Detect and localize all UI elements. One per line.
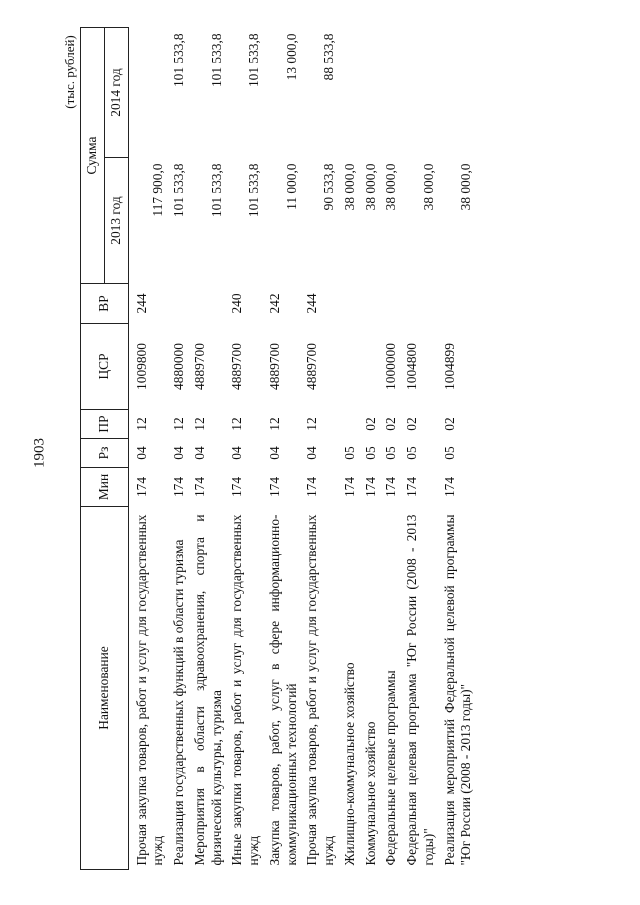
header-2014: 2014 год bbox=[104, 27, 128, 157]
header-sum: Сумма bbox=[81, 27, 105, 283]
row-pr: 12 bbox=[171, 417, 186, 431]
row-min: 174 bbox=[383, 476, 399, 498]
row-rz: 05 bbox=[341, 446, 357, 460]
row-vr: 242 bbox=[266, 293, 282, 314]
header-csr: ЦСР bbox=[81, 324, 129, 410]
row-pr: 02 bbox=[383, 417, 399, 431]
row-rz: 04 bbox=[133, 446, 149, 460]
row-csr bbox=[361, 324, 382, 410]
row-name: Мероприятия в области здравоохранения, спорта и физической культуры, туризма bbox=[191, 514, 224, 866]
row-name: Жилищно-коммунальное хозяйство bbox=[341, 662, 357, 866]
row-pr: 12 bbox=[191, 417, 207, 431]
row-sum-2013: 101 533,8 bbox=[171, 163, 186, 218]
table-row bbox=[227, 27, 265, 869]
row-min: 174 bbox=[304, 476, 320, 498]
row-rz: 05 bbox=[362, 446, 378, 460]
row-csr: 4880000 bbox=[171, 343, 186, 390]
row-vr bbox=[440, 284, 478, 324]
row-csr: 1004899 bbox=[441, 343, 457, 390]
row-min: 174 bbox=[171, 476, 186, 498]
units-note: (тыс. рублей) bbox=[62, 35, 77, 109]
row-vr bbox=[190, 284, 228, 324]
row-csr: 4889700 bbox=[191, 343, 207, 390]
table-row bbox=[190, 27, 228, 869]
table-body bbox=[128, 27, 477, 869]
row-min: 174 bbox=[266, 476, 282, 498]
row-vr: 244 bbox=[133, 293, 149, 314]
row-pr: 02 bbox=[362, 417, 378, 431]
row-sum-2013: 38 000,0 bbox=[341, 163, 357, 211]
row-vr bbox=[402, 284, 440, 324]
table-row bbox=[302, 27, 340, 869]
header-name: Наименование bbox=[81, 507, 129, 870]
row-pr: 12 bbox=[229, 417, 245, 431]
row-name: Закупка товаров, работ, услуг в сфере информационно-коммуникационных технологий bbox=[266, 514, 299, 866]
row-sum-2014 bbox=[361, 27, 382, 157]
row-vr bbox=[361, 284, 382, 324]
row-name: Реализация мероприятий Федеральной целевой программы "Юг России (2008 - 2013 годы)" bbox=[441, 514, 474, 866]
row-rz: 04 bbox=[304, 446, 320, 460]
row-min: 174 bbox=[441, 476, 457, 498]
row-vr bbox=[169, 284, 190, 324]
row-sum-2014 bbox=[128, 27, 169, 157]
header-min: Мин bbox=[81, 468, 129, 507]
row-sum-2014: 88 533,8 bbox=[321, 33, 336, 81]
row-vr bbox=[340, 284, 361, 324]
row-rz: 04 bbox=[191, 446, 207, 460]
row-min: 174 bbox=[229, 476, 245, 498]
row-pr: 02 bbox=[441, 417, 457, 431]
row-sum-2014: 101 533,8 bbox=[208, 33, 224, 88]
row-pr: 12 bbox=[266, 417, 282, 431]
row-sum-2013: 11 000,0 bbox=[283, 163, 299, 210]
row-rz: 04 bbox=[266, 446, 282, 460]
table-header bbox=[81, 27, 129, 869]
row-name: Прочая закупка товаров, работ и услуг для государственных нужд bbox=[304, 514, 336, 866]
row-name: Реализация государственных функций в области туризма bbox=[171, 539, 186, 866]
row-sum-2013: 101 533,8 bbox=[246, 163, 261, 218]
table-row bbox=[128, 27, 169, 869]
row-rz: 05 bbox=[383, 446, 399, 460]
row-sum-2014 bbox=[381, 27, 402, 157]
table-row bbox=[361, 27, 382, 869]
table-row bbox=[381, 27, 402, 869]
row-min: 174 bbox=[404, 476, 419, 498]
table-row bbox=[265, 27, 303, 869]
row-min: 174 bbox=[133, 476, 149, 498]
row-sum-2013: 38 000,0 bbox=[383, 163, 399, 211]
row-sum-2013: 38 000,0 bbox=[420, 163, 436, 211]
budget-table bbox=[80, 27, 477, 870]
row-name: Федеральная целевая программа "Юг России (2008 - 2013 годы)" bbox=[404, 514, 436, 866]
row-csr bbox=[340, 324, 361, 410]
row-sum-2013: 38 000,0 bbox=[458, 163, 474, 211]
row-name: Иные закупки товаров, работ и услуг для государственных нужд bbox=[229, 514, 261, 866]
row-pr: 12 bbox=[304, 417, 320, 431]
row-min: 174 bbox=[191, 476, 207, 498]
row-sum-2013: 38 000,0 bbox=[362, 163, 378, 211]
row-rz: 04 bbox=[171, 446, 186, 460]
row-csr: 4889700 bbox=[266, 343, 282, 390]
row-csr: 4889700 bbox=[304, 343, 320, 390]
row-csr: 1000000 bbox=[383, 343, 399, 390]
table-row bbox=[402, 27, 440, 869]
row-min: 174 bbox=[362, 476, 378, 498]
row-name: Коммунальное хозяйство bbox=[362, 721, 378, 866]
row-sum-2014 bbox=[402, 27, 440, 157]
row-pr: 12 bbox=[133, 417, 149, 431]
table-row bbox=[440, 27, 478, 869]
row-pr bbox=[340, 410, 361, 439]
row-vr bbox=[381, 284, 402, 324]
row-sum-2013: 101 533,8 bbox=[208, 163, 224, 218]
row-vr: 240 bbox=[229, 293, 245, 314]
row-sum-2014: 101 533,8 bbox=[171, 33, 186, 88]
header-2013: 2013 год bbox=[104, 158, 128, 284]
table-row bbox=[169, 27, 190, 869]
row-min: 174 bbox=[341, 476, 357, 498]
row-sum-2013: 117 900,0 bbox=[150, 163, 166, 217]
row-csr: 4889700 bbox=[229, 343, 245, 390]
page-number: 1903 bbox=[31, 438, 48, 468]
row-name: Федеральные целевые программы bbox=[383, 670, 399, 866]
row-sum-2014: 101 533,8 bbox=[246, 33, 261, 88]
header-vr: ВР bbox=[81, 284, 129, 324]
row-sum-2014 bbox=[440, 27, 478, 157]
row-csr: 1004800 bbox=[404, 343, 419, 390]
row-csr: 1009800 bbox=[133, 343, 149, 390]
row-name: Прочая закупка товаров, работ и услуг для государственных нужд bbox=[133, 514, 166, 866]
row-rz: 05 bbox=[404, 446, 419, 460]
row-sum-2014: 13 000,0 bbox=[283, 33, 299, 81]
row-sum-2013: 90 533,8 bbox=[321, 163, 336, 211]
header-rz: Рз bbox=[81, 439, 129, 468]
header-pr: ПР bbox=[81, 410, 129, 439]
row-rz: 05 bbox=[441, 446, 457, 460]
row-vr: 244 bbox=[304, 293, 320, 314]
row-sum-2014 bbox=[340, 27, 361, 157]
budget-table-rotated bbox=[80, 28, 618, 870]
row-rz: 04 bbox=[229, 446, 245, 460]
row-pr: 02 bbox=[404, 417, 419, 431]
table-row bbox=[340, 27, 361, 869]
